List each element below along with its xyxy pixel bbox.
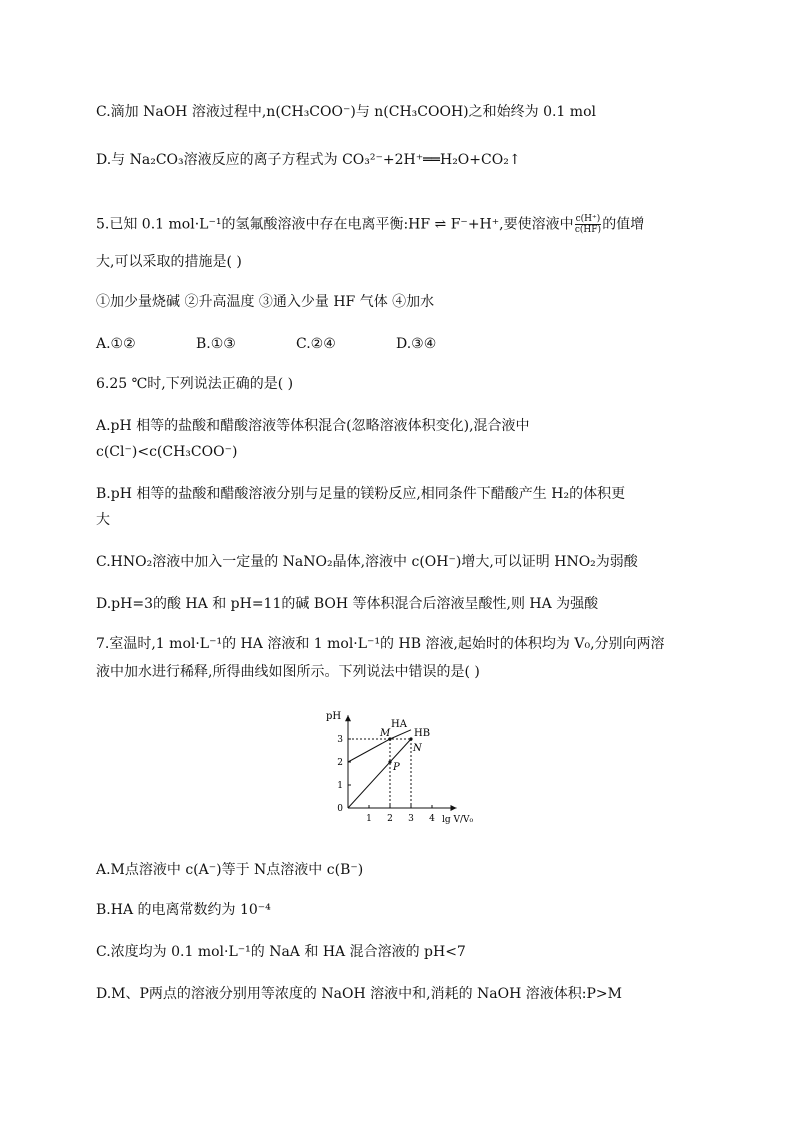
q5-option-b: B.①③ <box>196 336 236 352</box>
point-n <box>409 737 412 740</box>
point-p <box>388 760 391 763</box>
point-label-n: N <box>413 743 422 754</box>
x-tick-label: 3 <box>408 814 414 824</box>
q6-option-c: C.HNO₂溶液中加入一定量的 NaNO₂晶体,溶液中 c(OH⁻)增大,可以证明 HNO₂为弱酸 <box>96 554 638 570</box>
y-tick-label: 1 <box>337 781 343 791</box>
q7-stem-line2: 液中加水进行稀释,所得曲线如图所示。下列说法中错误的是( ) <box>96 664 480 680</box>
dilution-chart-svg <box>320 700 480 840</box>
q5-options <box>96 334 436 354</box>
ratio-fraction <box>575 214 602 235</box>
x-axis-arrow <box>451 805 457 811</box>
q5-stem-part1: 5.已知 0.1 mol·L⁻¹的氢氟酸溶液中存在电离平衡:HF ⇌ F⁻+H⁺,要使溶液中 <box>96 216 574 233</box>
q5-option-d: D.③④ <box>396 336 437 352</box>
y-tick-label: 0 <box>337 804 343 814</box>
series-line-hb <box>348 739 411 808</box>
q5-measures: ①加少量烧碱 ②升高温度 ③通入少量 HF 气体 ④加水 <box>96 294 435 310</box>
q6-option-d: D.pH=3的酸 HA 和 pH=11的碱 BOH 等体积混合后溶液呈酸性,则 HA 为强酸 <box>96 596 599 612</box>
y-tick-label: 3 <box>337 735 343 745</box>
y-axis-label: pH <box>326 711 342 723</box>
q5-option-a: A.①② <box>96 336 136 352</box>
point-label-m: M <box>380 728 391 739</box>
q6-option-b-line1: B.pH 相等的盐酸和醋酸溶液分别与足量的镁粉反应,相同条件下醋酸产生 H₂的体积更 <box>96 486 626 502</box>
fraction-numerator: c(H⁺) <box>575 214 601 224</box>
q5-stem-line1 <box>96 214 644 235</box>
series-label-ha: HA <box>391 718 407 730</box>
fraction-denominator: c(HF) <box>574 225 602 235</box>
q6-option-b-line2: 大 <box>96 512 110 528</box>
x-tick-label: 4 <box>429 814 435 824</box>
y-axis-arrow <box>345 715 351 721</box>
q6-option-a-line2: c(Cl⁻)<c(CH₃COO⁻) <box>96 444 238 460</box>
point-label-p: P <box>393 762 400 773</box>
x-tick-label: 2 <box>387 814 393 824</box>
q7-option-d: D.M、P两点的溶液分别用等浓度的 NaOH 溶液中和,消耗的 NaOH 溶液体积:P>M <box>96 986 622 1002</box>
x-axis-label: lg V/V₀ <box>442 815 474 825</box>
dilution-chart <box>320 700 480 840</box>
q5-stem-part2: 的值增 <box>602 216 645 233</box>
q6-stem: 6.25 ℃时,下列说法正确的是( ) <box>96 376 294 392</box>
q7-option-b: B.HA 的电离常数约为 10⁻⁴ <box>96 902 271 918</box>
q5-stem-line2: 大,可以采取的措施是( ) <box>96 254 242 270</box>
q7-stem-line1: 7.室温时,1 mol·L⁻¹的 HA 溶液和 1 mol·L⁻¹的 HB 溶液,起始时的体积均为 V₀,分别向两溶 <box>96 636 665 652</box>
y-tick-label: 2 <box>337 758 343 768</box>
q7-option-c: C.浓度均为 0.1 mol·L⁻¹的 NaA 和 HA 混合溶液的 pH<7 <box>96 944 466 960</box>
q6-option-a-line1: A.pH 相等的盐酸和醋酸溶液等体积混合(忽略溶液体积变化),混合液中 <box>96 418 530 434</box>
x-tick-label: 1 <box>366 814 372 824</box>
q4-option-c: C.滴加 NaOH 溶液过程中,n(CH₃COO⁻)与 n(CH₃COOH)之和始终为 0.1 mol <box>96 104 596 120</box>
q4-option-d: D.与 Na₂CO₃溶液反应的离子方程式为 CO₃²⁻+2H⁺══H₂O+CO₂↑ <box>96 152 521 168</box>
q5-option-c: C.②④ <box>296 336 336 352</box>
q7-option-a: A.M点溶液中 c(A⁻)等于 N点溶液中 c(B⁻) <box>96 862 364 878</box>
series-label-hb: HB <box>414 728 431 739</box>
